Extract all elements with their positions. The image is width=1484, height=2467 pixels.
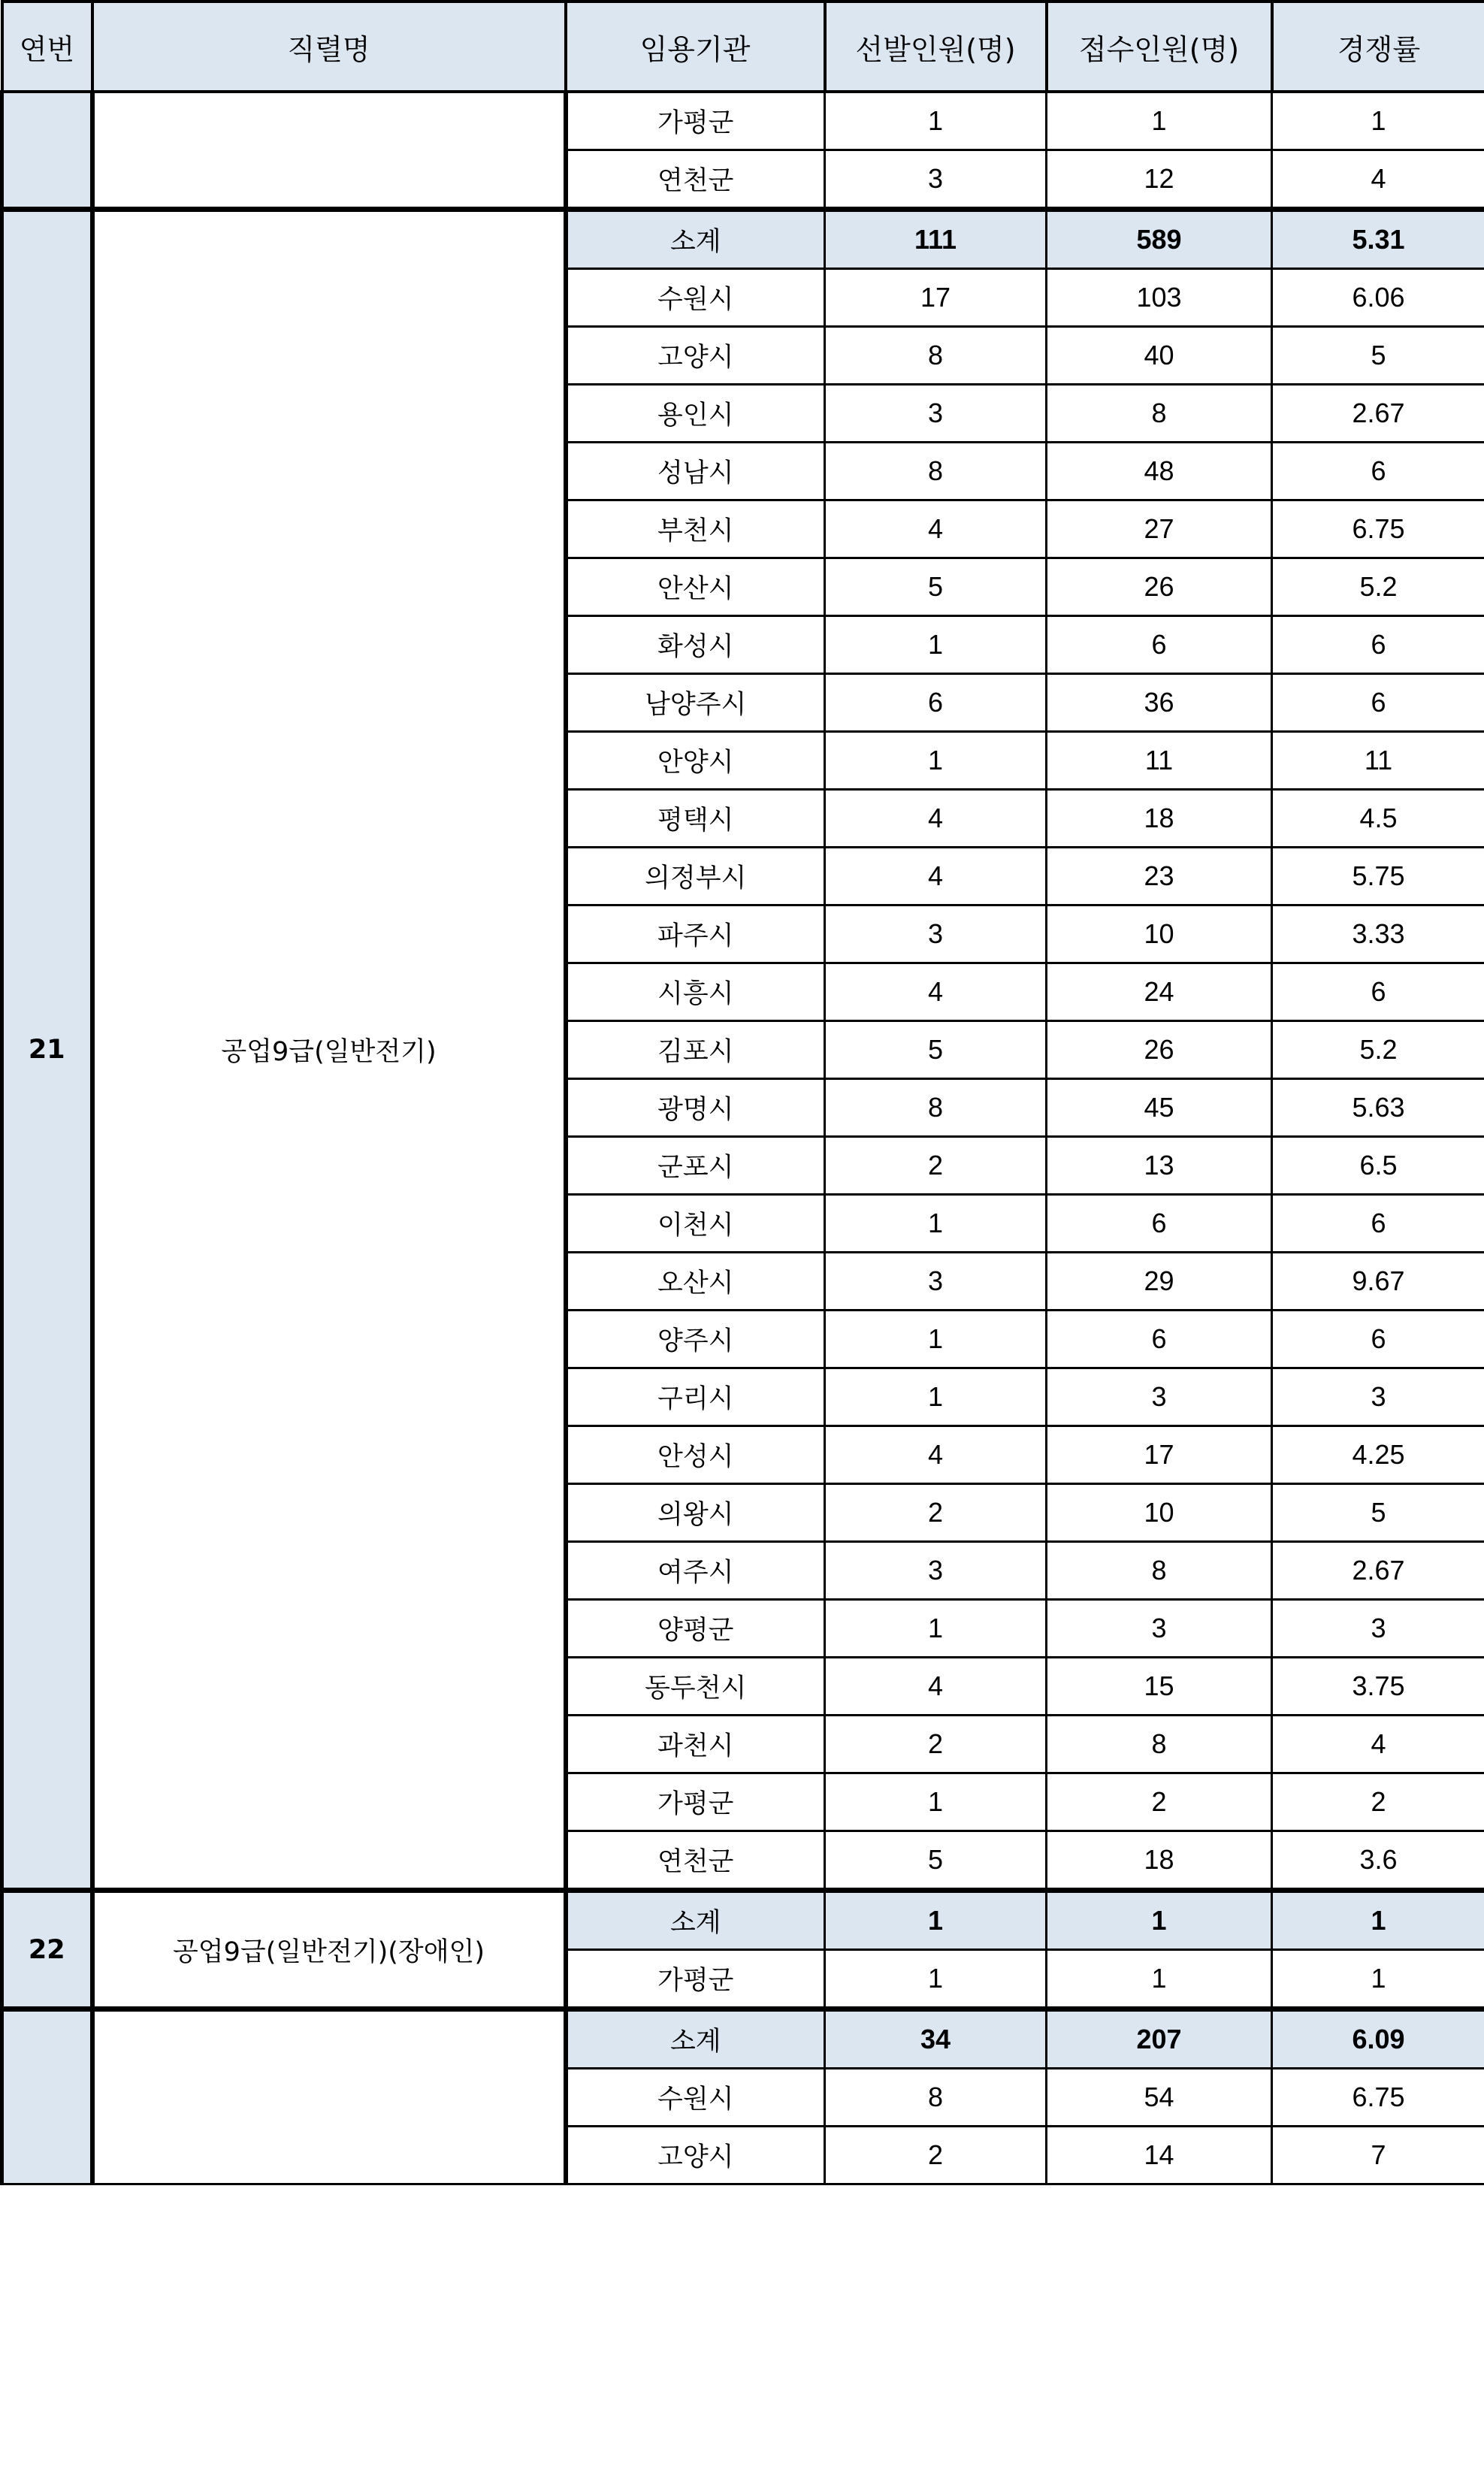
row-ratio: 6: [1272, 1195, 1484, 1253]
subtotal-row: [2, 1891, 1484, 1950]
row-ratio: 9.67: [1272, 1253, 1484, 1311]
row-agency: 김포시: [566, 1021, 825, 1079]
row-selected: 3: [825, 1542, 1047, 1600]
subtotal-ratio: 5.31: [1272, 210, 1484, 269]
row-ratio: 5.75: [1272, 848, 1484, 905]
subtotal-ratio: 1: [1272, 1891, 1484, 1950]
row-ratio: 4.25: [1272, 1426, 1484, 1484]
row-selected: 1: [825, 92, 1047, 150]
row-selected: 1: [825, 1600, 1047, 1658]
row-agency: 가평군: [566, 1950, 825, 2009]
row-applied: 14: [1047, 2127, 1272, 2184]
row-agency: 부천시: [566, 500, 825, 558]
row-selected: 1: [825, 1950, 1047, 2009]
row-selected: 3: [825, 1253, 1047, 1311]
row-ratio: 6.75: [1272, 500, 1484, 558]
subtotal-row: [2, 2009, 1484, 2069]
row-selected: 3: [825, 905, 1047, 963]
row-agency: 군포시: [566, 1137, 825, 1195]
row-applied: 29: [1047, 1253, 1272, 1311]
row-ratio: 3: [1272, 1600, 1484, 1658]
row-ratio: 11: [1272, 732, 1484, 790]
row-applied: 40: [1047, 327, 1272, 385]
row-agency: 의왕시: [566, 1484, 825, 1542]
row-applied: 8: [1047, 1542, 1272, 1600]
row-applied: 103: [1047, 269, 1272, 327]
seq-cell: 22: [2, 1891, 92, 2009]
row-selected: 4: [825, 848, 1047, 905]
row-applied: 8: [1047, 385, 1272, 443]
row-ratio: 3: [1272, 1368, 1484, 1426]
row-agency: 남양주시: [566, 674, 825, 732]
row-applied: 15: [1047, 1658, 1272, 1716]
row-selected: 1: [825, 1311, 1047, 1368]
row-selected: 5: [825, 558, 1047, 616]
row-selected: 4: [825, 963, 1047, 1021]
row-applied: 26: [1047, 558, 1272, 616]
row-ratio: 5: [1272, 1484, 1484, 1542]
row-applied: 11: [1047, 732, 1272, 790]
row-applied: 18: [1047, 790, 1272, 848]
row-applied: 27: [1047, 500, 1272, 558]
header-agency: 임용기관: [566, 2, 825, 92]
job-title-cell: [92, 92, 566, 210]
subtotal-row: [2, 210, 1484, 269]
row-selected: 17: [825, 269, 1047, 327]
subtotal-agency: 소계: [566, 1891, 825, 1950]
row-selected: 6: [825, 674, 1047, 732]
row-agency: 안산시: [566, 558, 825, 616]
row-agency: 연천군: [566, 150, 825, 210]
row-ratio: 2.67: [1272, 385, 1484, 443]
row-agency: 평택시: [566, 790, 825, 848]
row-ratio: 5: [1272, 327, 1484, 385]
subtotal-agency: 소계: [566, 2009, 825, 2069]
row-applied: 1: [1047, 92, 1272, 150]
row-ratio: 4: [1272, 150, 1484, 210]
row-ratio: 3.6: [1272, 1831, 1484, 1891]
subtotal-agency: 소계: [566, 210, 825, 269]
row-selected: 2: [825, 1137, 1047, 1195]
row-agency: 구리시: [566, 1368, 825, 1426]
row-agency: 양평군: [566, 1600, 825, 1658]
row-selected: 1: [825, 616, 1047, 674]
row-agency: 과천시: [566, 1716, 825, 1773]
row-ratio: 6: [1272, 1311, 1484, 1368]
row-agency: 성남시: [566, 443, 825, 500]
row-agency: 수원시: [566, 2069, 825, 2127]
row-ratio: 5.2: [1272, 558, 1484, 616]
row-agency: 화성시: [566, 616, 825, 674]
row-selected: 2: [825, 2127, 1047, 2184]
row-applied: 17: [1047, 1426, 1272, 1484]
row-selected: 4: [825, 1658, 1047, 1716]
row-agency: 용인시: [566, 385, 825, 443]
row-applied: 3: [1047, 1600, 1272, 1658]
row-applied: 8: [1047, 1716, 1272, 1773]
row-agency: 수원시: [566, 269, 825, 327]
row-agency: 의정부시: [566, 848, 825, 905]
row-selected: 1: [825, 1195, 1047, 1253]
row-selected: 3: [825, 150, 1047, 210]
row-ratio: 6: [1272, 616, 1484, 674]
row-ratio: 5.2: [1272, 1021, 1484, 1079]
row-agency: 고양시: [566, 327, 825, 385]
row-selected: 8: [825, 2069, 1047, 2127]
row-agency: 양주시: [566, 1311, 825, 1368]
subtotal-selected: 111: [825, 210, 1047, 269]
row-applied: 24: [1047, 963, 1272, 1021]
row-applied: 48: [1047, 443, 1272, 500]
row-ratio: 3.33: [1272, 905, 1484, 963]
header-applied: 접수인원(명): [1047, 2, 1272, 92]
row-applied: 26: [1047, 1021, 1272, 1079]
row-selected: 4: [825, 790, 1047, 848]
row-selected: 1: [825, 732, 1047, 790]
header-seq: 연번: [2, 2, 92, 92]
row-applied: 6: [1047, 616, 1272, 674]
row-ratio: 2.67: [1272, 1542, 1484, 1600]
row-applied: 10: [1047, 1484, 1272, 1542]
row-agency: 고양시: [566, 2127, 825, 2184]
row-agency: 연천군: [566, 1831, 825, 1891]
row-agency: 이천시: [566, 1195, 825, 1253]
row-applied: 13: [1047, 1137, 1272, 1195]
row-applied: 1: [1047, 1950, 1272, 2009]
row-ratio: 5.63: [1272, 1079, 1484, 1137]
seq-cell: [2, 92, 92, 210]
row-agency: 파주시: [566, 905, 825, 963]
row-selected: 3: [825, 385, 1047, 443]
row-applied: 2: [1047, 1773, 1272, 1831]
table-row: [2, 92, 1484, 150]
row-applied: 3: [1047, 1368, 1272, 1426]
row-ratio: 6.75: [1272, 2069, 1484, 2127]
row-selected: 5: [825, 1021, 1047, 1079]
row-selected: 5: [825, 1831, 1047, 1891]
row-ratio: 7: [1272, 2127, 1484, 2184]
header-selected: 선발인원(명): [825, 2, 1047, 92]
job-title-cell: 공업9급(일반전기)(장애인): [92, 1891, 566, 2009]
subtotal-applied: 589: [1047, 210, 1272, 269]
row-ratio: 2: [1272, 1773, 1484, 1831]
row-agency: 동두천시: [566, 1658, 825, 1716]
row-ratio: 3.75: [1272, 1658, 1484, 1716]
row-selected: 2: [825, 1484, 1047, 1542]
row-agency: 안양시: [566, 732, 825, 790]
subtotal-selected: 34: [825, 2009, 1047, 2069]
row-applied: 6: [1047, 1195, 1272, 1253]
header-row: [2, 2, 1484, 92]
row-ratio: 6.06: [1272, 269, 1484, 327]
row-selected: 8: [825, 327, 1047, 385]
subtotal-ratio: 6.09: [1272, 2009, 1484, 2069]
row-agency: 시흥시: [566, 963, 825, 1021]
subtotal-applied: 207: [1047, 2009, 1272, 2069]
row-agency: 가평군: [566, 1773, 825, 1831]
row-agency: 오산시: [566, 1253, 825, 1311]
header-job-title: 직렬명: [92, 2, 566, 92]
row-agency: 광명시: [566, 1079, 825, 1137]
subtotal-selected: 1: [825, 1891, 1047, 1950]
row-selected: 4: [825, 500, 1047, 558]
row-agency: 가평군: [566, 92, 825, 150]
row-ratio: 4: [1272, 1716, 1484, 1773]
row-applied: 45: [1047, 1079, 1272, 1137]
row-agency: 여주시: [566, 1542, 825, 1600]
job-title-cell: [92, 2009, 566, 2184]
row-applied: 36: [1047, 674, 1272, 732]
row-selected: 1: [825, 1368, 1047, 1426]
row-ratio: 1: [1272, 92, 1484, 150]
seq-cell: [2, 2009, 92, 2184]
seq-cell: 21: [2, 210, 92, 1891]
row-applied: 18: [1047, 1831, 1272, 1891]
row-agency: 안성시: [566, 1426, 825, 1484]
row-ratio: 6.5: [1272, 1137, 1484, 1195]
table-body: [2, 92, 1484, 2184]
row-applied: 23: [1047, 848, 1272, 905]
row-applied: 54: [1047, 2069, 1272, 2127]
row-ratio: 4.5: [1272, 790, 1484, 848]
subtotal-applied: 1: [1047, 1891, 1272, 1950]
row-ratio: 6: [1272, 674, 1484, 732]
row-ratio: 6: [1272, 443, 1484, 500]
row-applied: 10: [1047, 905, 1272, 963]
row-ratio: 1: [1272, 1950, 1484, 2009]
row-selected: 2: [825, 1716, 1047, 1773]
row-selected: 4: [825, 1426, 1047, 1484]
row-selected: 1: [825, 1773, 1047, 1831]
header-ratio: 경쟁률: [1272, 2, 1484, 92]
row-ratio: 6: [1272, 963, 1484, 1021]
row-selected: 8: [825, 443, 1047, 500]
row-selected: 8: [825, 1079, 1047, 1137]
row-applied: 12: [1047, 150, 1272, 210]
row-applied: 6: [1047, 1311, 1272, 1368]
job-title-cell: 공업9급(일반전기): [92, 210, 566, 1891]
